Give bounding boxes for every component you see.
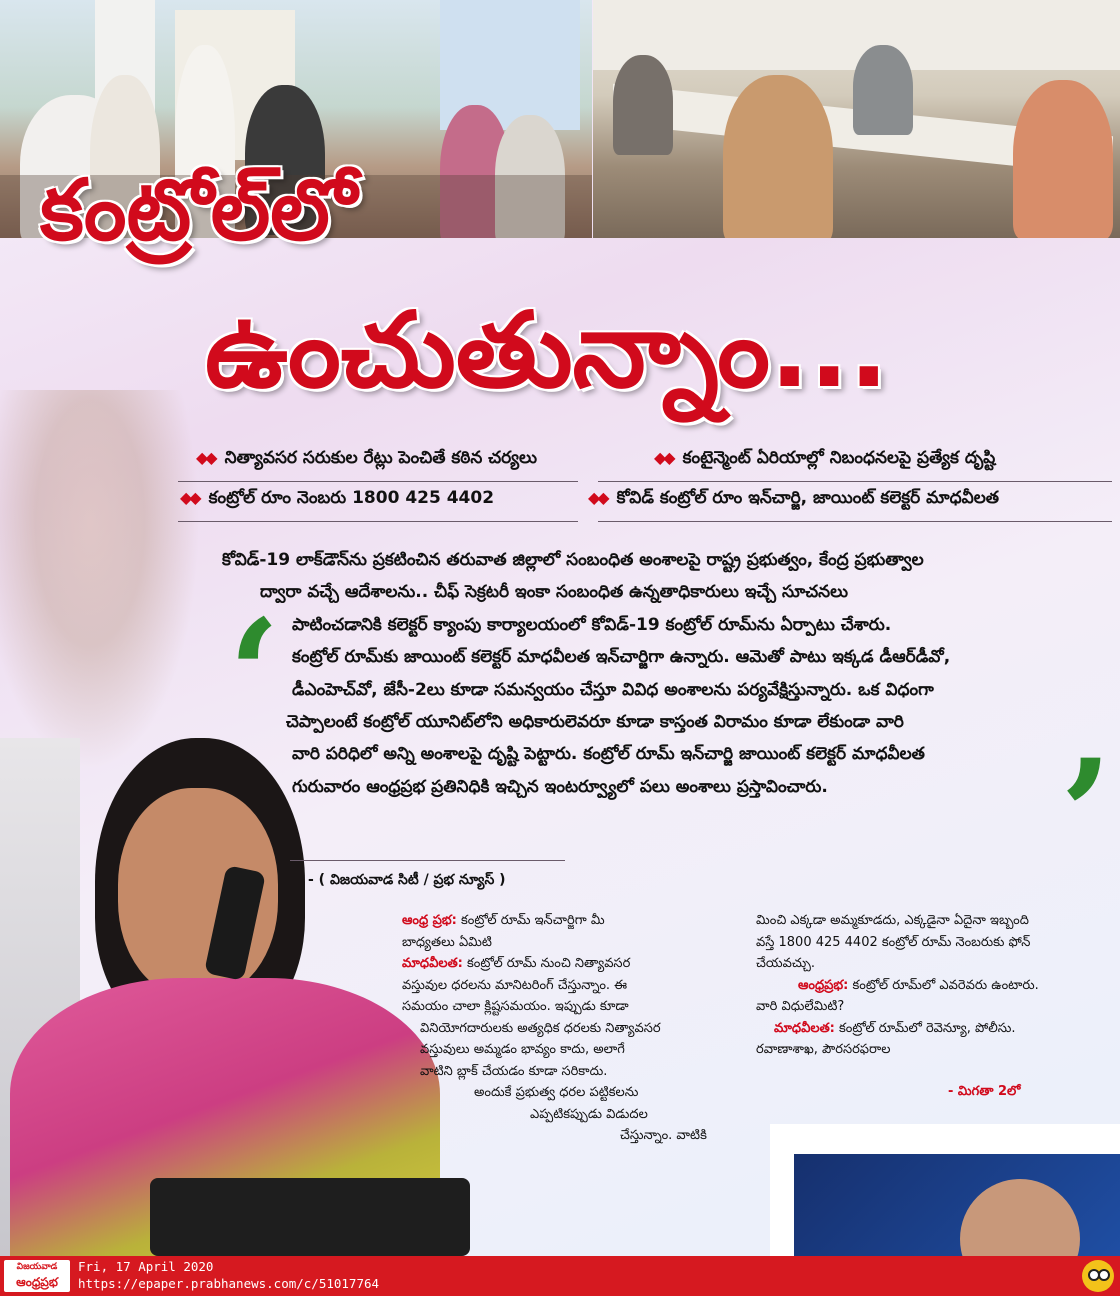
- divider: [598, 481, 1112, 482]
- qa-line: వస్తే 1800 425 4402 కంట్రోల్ రూమ్ నెంబరుకు ఫోన్: [756, 934, 1031, 950]
- close-quote-icon: ’: [1060, 727, 1113, 903]
- publication-logo[interactable]: విజయవాడ ఆంధ్రప్రభ: [4, 1260, 70, 1292]
- qa-line: ఆంధ్ర ప్రభ: కంట్రోల్ రూమ్ ఇన్‌చార్జిగా మీ: [402, 913, 605, 928]
- qa-line: వారి విధులేమిటి?: [756, 999, 845, 1014]
- diamond-bullet-icon: ◆◆: [654, 448, 673, 467]
- qa-line: బాధ్యతలు ఏమిటి: [402, 934, 492, 950]
- highlight-2: ◆◆ కంటైన్మెంట్ ఏరియాల్లో నిబంధనలపై ప్రత్యేక దృష్టి: [654, 448, 996, 468]
- headline-line-2: ఉంచుతున్నాం...: [205, 289, 889, 411]
- qa-line: అందుకే ప్రభుత్వ ధరల పట్టికలను: [474, 1085, 639, 1100]
- footer-bar: [0, 1256, 1120, 1296]
- footer-text: [78, 1258, 379, 1292]
- continued-note: - మిగతా 2లో: [948, 1084, 1021, 1099]
- intro-line: చెప్పాలంటే కంట్రోల్ యూనిట్‌లోని అధికారులెవరూ కూడా కాస్తంత విరామం కూడా లేకుండా వారి: [286, 712, 904, 733]
- interview-column-2: [756, 910, 1039, 1061]
- headline-line-1: కంట్రోల్‌లో: [40, 161, 357, 259]
- footer-url[interactable]: https://epaper.prabhanews.com/c/51017764: [78, 1276, 380, 1291]
- qa-line: వస్తువులు అమ్మడం భావ్యం కాదు, అలాగే: [420, 1042, 625, 1057]
- qa-line: రవాణాశాఖ, పౌరసరఫరాల: [756, 1042, 891, 1057]
- byline: - ( విజయవాడ సిటీ / ప్రభ న్యూస్ ): [308, 872, 506, 888]
- intro-line: డీఎంహెచ్‌వో, జేసీ-2లు కూడా సమన్వయం చేస్తూ వివిధ అంశాలను పర్యవేక్షిస్తున్నారు. ఒక విధంగా: [292, 679, 934, 700]
- intro-line: కోవిడ్-19 లాక్‌డౌన్‌ను ప్రకటించిన తరువాత జిల్లాలో సంబంధిత అంశాలపై రాష్ట్ర ప్రభుత్వం, కేంద్ర ప్రభుత్వాల: [222, 550, 924, 570]
- qa-line: మాధవీలత: కంట్రోల్ రూమ్ నుంచి నిత్యావసర: [402, 956, 631, 971]
- intro-line: కంట్రోల్ రూమ్‌కు జాయింట్ కలెక్టర్ మాధవీలత ఇన్‌చార్జిగా ఉన్నారు. ఆమెతో పాటు ఇక్కడ డీఆర్‌డీవో,: [292, 647, 951, 668]
- qa-line: సమయం చాలా క్లిష్టసమయం. ఇప్పుడు కూడా: [402, 999, 629, 1014]
- qa-line: ఆంధ్రప్రభ: కంట్రోల్ రూమ్‌లో ఎవరెవరు ఉంటారు.: [798, 977, 1039, 993]
- qa-line: వాటిని బ్లాక్ చేయడం కూడా సరికాదు.: [420, 1063, 608, 1079]
- divider: [178, 481, 578, 482]
- photo-conference-hall: [593, 0, 1120, 238]
- diamond-bullet-icon: ◆◆: [588, 488, 607, 507]
- footer-date: Fri, 17 April 2020: [78, 1259, 214, 1274]
- photo-next-article: [770, 1124, 1120, 1256]
- intro-line: ద్వారా వచ్చే ఆదేశాలను.. చీఫ్ సెక్రటరీ ఇంకా సంబంధిత ఉన్నతాధికారులు ఇచ్చే సూచనలు: [260, 582, 849, 603]
- qa-line: మించి ఎక్కడా అమ్మకూడదు, ఎక్కడైనా ఏదైనా ఇబ్బంది: [756, 913, 1029, 928]
- divider: [290, 860, 565, 861]
- qa-line: మాధవీలత: కంట్రోల్ రూమ్‌లో రెవెన్యూ, పోలీసు.: [774, 1020, 1016, 1036]
- owl-mascot-icon: [1082, 1260, 1114, 1292]
- qa-line: వస్తువుల ధరలను మానిటరింగ్ చేస్తున్నాం. ఈ: [402, 977, 628, 993]
- divider: [598, 521, 1112, 522]
- qa-line: ఎప్పటికప్పుడు విడుదల: [530, 1106, 648, 1122]
- highlight-3: ◆◆ కంట్రోల్ రూం నెంబరు 1800 425 4402: [180, 488, 495, 508]
- highlight-1: ◆◆ నిత్యావసర సరుకుల రేట్లు పెంచితే కఠిన చర్యలు: [196, 448, 537, 468]
- highlight-4: ◆◆ కోవిడ్ కంట్రోల్ రూం ఇన్‌చార్జి, జాయింట్ కలెక్టర్ మాధవీలత: [588, 488, 999, 508]
- intro-line: పాటించడానికి కలెక్టర్ క్యాంపు కార్యాలయంలో కోవిడ్-19 కంట్రోల్ రూమ్‌ను ఏర్పాటు చేశారు.: [292, 614, 892, 635]
- open-quote-icon: ‘: [228, 587, 281, 763]
- diamond-bullet-icon: ◆◆: [180, 488, 199, 507]
- intro-paragraph: [222, 544, 1102, 803]
- qa-line: చేస్తున్నాం. వాటికి: [620, 1128, 707, 1143]
- diamond-bullet-icon: ◆◆: [196, 448, 215, 467]
- qa-line: వినియోగదారులకు అత్యధిక ధరలకు నిత్యావసర: [420, 1020, 661, 1036]
- intro-line: గురువారం ఆంధ్రప్రభ ప్రతినిధికి ఇచ్చిన ఇంటర్వ్యూలో పలు అంశాలు ప్రస్తావించారు.: [292, 776, 828, 797]
- divider: [178, 521, 578, 522]
- interview-column-1: [388, 910, 707, 1147]
- photo-madhavilatha-faded: [0, 390, 200, 770]
- intro-line: వారి పరిధిలో అన్ని అంశాలపై దృష్టి పెట్టారు. కంట్రోల్ రూమ్ ఇన్‌చార్జి జాయింట్ కలెక్టర్ మాధవీలత: [292, 744, 925, 765]
- qa-line: చేయవచ్చు.: [756, 956, 816, 971]
